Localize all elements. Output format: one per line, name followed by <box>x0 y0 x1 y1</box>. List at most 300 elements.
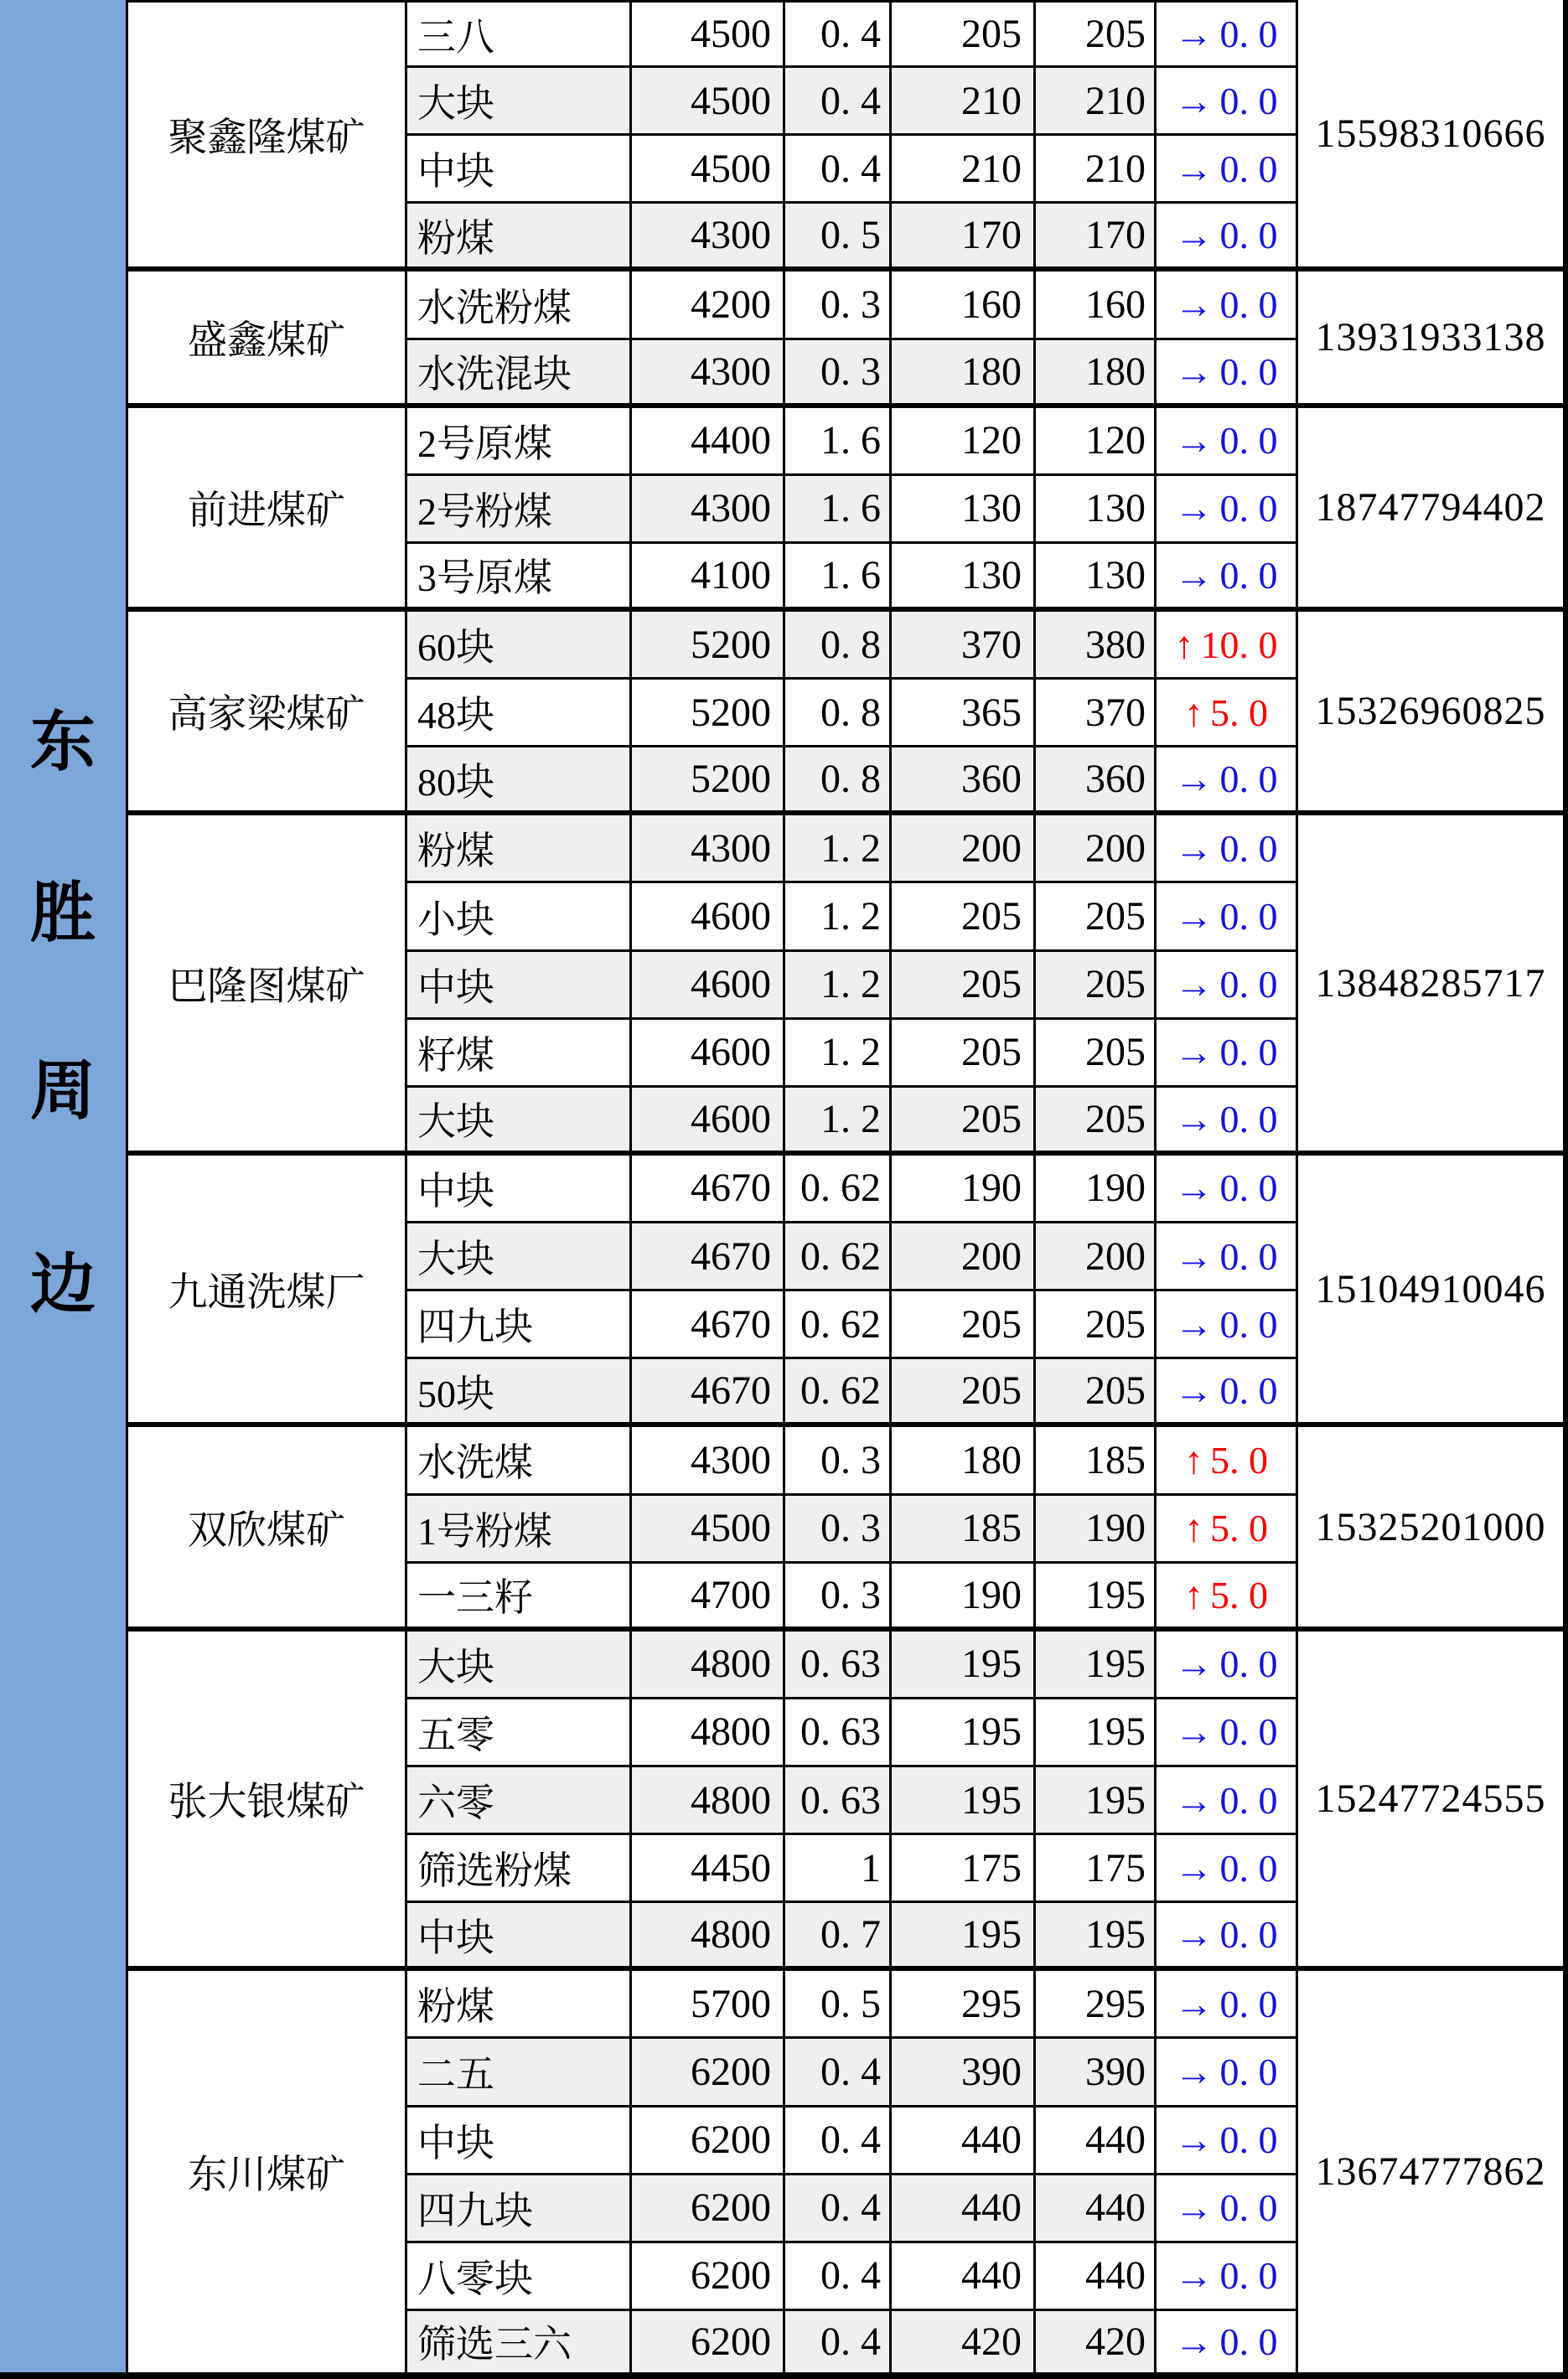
price-now-cell[interactable]: 195 <box>1036 1564 1157 1632</box>
flat-arrow-icon: → <box>1174 214 1214 257</box>
sulfur-cell[interactable]: 1 <box>785 1835 892 1903</box>
flat-arrow-icon: → <box>1174 13 1214 56</box>
mine-cell[interactable]: 高家梁煤矿 <box>128 612 407 815</box>
price-now-cell[interactable]: 440 <box>1036 2175 1157 2243</box>
price-now-cell[interactable]: 210 <box>1036 68 1157 136</box>
product-cell[interactable]: 中块 <box>407 136 632 204</box>
phone-cell[interactable]: 15247724555 <box>1298 1632 1568 1972</box>
price-now-cell[interactable]: 205 <box>1036 1291 1157 1359</box>
product-cell[interactable]: 四九块 <box>407 1291 632 1359</box>
price-now-cell[interactable]: 380 <box>1036 612 1157 680</box>
calorific-cell[interactable]: 6200 <box>632 2107 785 2175</box>
up-arrow-icon: ↑ <box>1184 1507 1203 1550</box>
calorific-cell[interactable]: 4800 <box>632 1632 785 1699</box>
sulfur-cell[interactable]: 0. 62 <box>785 1291 892 1359</box>
price-prev-cell[interactable]: 205 <box>892 883 1036 951</box>
change-value: 0. 0 <box>1219 963 1278 1006</box>
price-now-cell[interactable]: 440 <box>1036 2243 1157 2311</box>
calorific-cell[interactable]: 4600 <box>632 952 785 1020</box>
calorific-cell[interactable]: 4500 <box>632 0 785 68</box>
change-value: 5. 0 <box>1210 1573 1268 1616</box>
change-value: 0. 0 <box>1219 2254 1278 2298</box>
sulfur-cell[interactable]: 0. 3 <box>785 1564 892 1632</box>
change-cell[interactable] <box>1157 1291 1298 1359</box>
flat-arrow-icon: → <box>1174 1710 1214 1754</box>
price-now-cell[interactable]: 205 <box>1036 952 1157 1020</box>
change-cell[interactable] <box>1157 1564 1298 1632</box>
calorific-cell[interactable]: 4600 <box>632 1088 785 1156</box>
sulfur-cell[interactable]: 0. 62 <box>785 1359 892 1427</box>
price-prev-cell[interactable]: 420 <box>892 2311 1036 2379</box>
flat-arrow-icon: → <box>1174 1778 1214 1822</box>
price-prev-cell[interactable]: 440 <box>892 2175 1036 2243</box>
change-cell[interactable] <box>1157 2175 1298 2243</box>
calorific-cell[interactable]: 4700 <box>632 1564 785 1632</box>
mine-cell[interactable]: 盛鑫煤矿 <box>128 272 407 407</box>
product-cell[interactable]: 2号粉煤 <box>407 476 632 544</box>
calorific-cell[interactable]: 6200 <box>632 2243 785 2311</box>
price-now-cell[interactable]: 160 <box>1036 272 1157 339</box>
change-cell[interactable] <box>1157 136 1298 204</box>
change-cell[interactable] <box>1157 340 1298 408</box>
product-cell[interactable]: 60块 <box>407 612 632 680</box>
sulfur-cell[interactable]: 1. 2 <box>785 1088 892 1156</box>
calorific-cell[interactable]: 4670 <box>632 1223 785 1291</box>
product-cell[interactable]: 大块 <box>407 1088 632 1156</box>
product-cell[interactable]: 一三籽 <box>407 1564 632 1632</box>
calorific-cell[interactable]: 4500 <box>632 1496 785 1564</box>
price-now-cell[interactable]: 180 <box>1036 340 1157 408</box>
change-value: 0. 0 <box>1219 1642 1278 1686</box>
price-now-cell[interactable]: 190 <box>1036 1156 1157 1223</box>
sulfur-cell[interactable]: 0. 3 <box>785 1496 892 1564</box>
flat-arrow-icon: → <box>1174 349 1214 393</box>
flat-arrow-icon: → <box>1174 895 1214 939</box>
sulfur-cell[interactable]: 0. 5 <box>785 1971 892 2039</box>
price-now-cell[interactable]: 195 <box>1036 1767 1157 1835</box>
change-value: 0. 0 <box>1219 214 1278 257</box>
change-value: 5. 0 <box>1210 690 1268 734</box>
change-cell[interactable] <box>1157 612 1298 680</box>
mine-cell[interactable]: 巴隆图煤矿 <box>128 815 407 1156</box>
product-cell[interactable]: 中块 <box>407 1156 632 1223</box>
price-prev-cell[interactable]: 205 <box>892 1020 1036 1088</box>
price-prev-cell[interactable]: 295 <box>892 1971 1036 2039</box>
change-value: 0. 0 <box>1219 79 1278 122</box>
change-value: 0. 0 <box>1219 1302 1278 1346</box>
phone-cell[interactable]: 13848285717 <box>1298 815 1568 1156</box>
price-prev-cell[interactable]: 200 <box>892 1223 1036 1291</box>
calorific-cell[interactable]: 6200 <box>632 2311 785 2379</box>
calorific-cell[interactable]: 4300 <box>632 204 785 272</box>
change-cell[interactable] <box>1157 815 1298 883</box>
calorific-cell[interactable]: 4800 <box>632 1903 785 1971</box>
price-prev-cell[interactable]: 190 <box>892 1156 1036 1223</box>
change-value: 0. 0 <box>1219 758 1278 801</box>
product-cell[interactable]: 筛选三六 <box>407 2311 632 2379</box>
product-cell[interactable]: 粉煤 <box>407 815 632 883</box>
flat-arrow-icon: → <box>1174 1846 1214 1890</box>
sulfur-cell[interactable]: 1. 2 <box>785 883 892 951</box>
calorific-cell[interactable]: 6200 <box>632 2175 785 2243</box>
change-value: 0. 0 <box>1219 553 1278 597</box>
price-prev-cell[interactable]: 180 <box>892 340 1036 408</box>
price-prev-cell[interactable]: 175 <box>892 1835 1036 1903</box>
change-value: 0. 0 <box>1219 1097 1278 1140</box>
calorific-cell[interactable]: 4300 <box>632 476 785 544</box>
sulfur-cell[interactable]: 0. 8 <box>785 680 892 747</box>
flat-arrow-icon: → <box>1174 2118 1214 2162</box>
price-prev-cell[interactable]: 200 <box>892 815 1036 883</box>
change-cell[interactable] <box>1157 544 1298 612</box>
price-prev-cell[interactable]: 205 <box>892 1291 1036 1359</box>
product-cell[interactable]: 籽煤 <box>407 1020 632 1088</box>
change-cell[interactable] <box>1157 1699 1298 1767</box>
change-cell[interactable] <box>1157 408 1298 476</box>
change-value: 0. 0 <box>1219 2320 1278 2363</box>
flat-arrow-icon: → <box>1174 147 1214 190</box>
sulfur-cell[interactable]: 0. 4 <box>785 68 892 136</box>
price-now-cell[interactable]: 205 <box>1036 1359 1157 1427</box>
calorific-cell[interactable]: 4800 <box>632 1699 785 1767</box>
change-value: 0. 0 <box>1219 1031 1278 1074</box>
calorific-cell[interactable]: 5200 <box>632 747 785 815</box>
change-value: 0. 0 <box>1219 2186 1278 2230</box>
change-value: 0. 0 <box>1219 1710 1278 1754</box>
price-prev-cell[interactable]: 195 <box>892 1903 1036 1971</box>
flat-arrow-icon: → <box>1174 1369 1214 1413</box>
product-cell[interactable]: 二五 <box>407 2039 632 2107</box>
price-prev-cell[interactable]: 205 <box>892 1088 1036 1156</box>
up-arrow-icon: ↑ <box>1174 623 1194 666</box>
price-now-cell[interactable]: 205 <box>1036 1088 1157 1156</box>
mine-cell[interactable]: 双欣煤矿 <box>128 1427 407 1631</box>
sulfur-cell[interactable]: 0. 8 <box>785 747 892 815</box>
calorific-cell[interactable]: 4500 <box>632 68 785 136</box>
price-prev-cell[interactable]: 160 <box>892 272 1036 339</box>
price-now-cell[interactable]: 195 <box>1036 1903 1157 1971</box>
change-cell[interactable] <box>1157 68 1298 136</box>
change-cell[interactable] <box>1157 2039 1298 2107</box>
change-value: 0. 0 <box>1219 283 1278 326</box>
price-prev-cell[interactable]: 195 <box>892 1632 1036 1699</box>
phone-cell[interactable]: 15325201000 <box>1298 1427 1568 1631</box>
change-cell[interactable] <box>1157 1835 1298 1903</box>
price-now-cell[interactable]: 120 <box>1036 408 1157 476</box>
change-cell[interactable] <box>1157 2243 1298 2311</box>
flat-arrow-icon: → <box>1174 826 1214 870</box>
sulfur-cell[interactable]: 0. 63 <box>785 1767 892 1835</box>
region-band[interactable] <box>0 0 128 2379</box>
flat-arrow-icon: → <box>1174 2050 1214 2093</box>
price-prev-cell[interactable]: 170 <box>892 204 1036 272</box>
change-cell[interactable] <box>1157 1020 1298 1088</box>
change-cell[interactable] <box>1157 0 1298 68</box>
price-now-cell[interactable]: 170 <box>1036 204 1157 272</box>
sulfur-cell[interactable]: 0. 62 <box>785 1223 892 1291</box>
price-prev-cell[interactable]: 205 <box>892 0 1036 68</box>
flat-arrow-icon: → <box>1174 2320 1214 2363</box>
change-cell[interactable] <box>1157 1632 1298 1699</box>
sulfur-cell[interactable]: 0. 4 <box>785 136 892 204</box>
flat-arrow-icon: → <box>1174 2254 1214 2298</box>
product-cell[interactable]: 80块 <box>407 747 632 815</box>
change-cell[interactable] <box>1157 747 1298 815</box>
phone-cell[interactable]: 15104910046 <box>1298 1156 1568 1427</box>
price-now-cell[interactable]: 190 <box>1036 1496 1157 1564</box>
sulfur-cell[interactable]: 0. 7 <box>785 1903 892 1971</box>
price-now-cell[interactable]: 185 <box>1036 1427 1157 1495</box>
product-cell[interactable]: 水洗煤 <box>407 1427 632 1495</box>
change-value: 0. 0 <box>1219 349 1278 393</box>
price-now-cell[interactable]: 370 <box>1036 680 1157 747</box>
sulfur-cell[interactable]: 0. 4 <box>785 2311 892 2379</box>
calorific-cell[interactable]: 5200 <box>632 680 785 747</box>
price-prev-cell[interactable]: 195 <box>892 1699 1036 1767</box>
product-cell[interactable]: 中块 <box>407 2107 632 2175</box>
product-cell[interactable]: 2号原煤 <box>407 408 632 476</box>
sulfur-cell[interactable]: 0. 3 <box>785 1427 892 1495</box>
flat-arrow-icon: → <box>1174 419 1214 463</box>
price-prev-cell[interactable]: 120 <box>892 408 1036 476</box>
price-now-cell[interactable]: 295 <box>1036 1971 1157 2039</box>
calorific-cell[interactable]: 4100 <box>632 544 785 612</box>
product-cell[interactable]: 五零 <box>407 1699 632 1767</box>
change-value: 0. 0 <box>1219 1369 1278 1413</box>
change-value: 0. 0 <box>1219 147 1278 190</box>
calorific-cell[interactable]: 4600 <box>632 883 785 951</box>
change-cell[interactable] <box>1157 1156 1298 1223</box>
sulfur-cell[interactable]: 1. 6 <box>785 408 892 476</box>
product-cell[interactable]: 1号粉煤 <box>407 1496 632 1564</box>
price-prev-cell[interactable]: 195 <box>892 1767 1036 1835</box>
change-cell[interactable] <box>1157 1088 1298 1156</box>
up-arrow-icon: ↑ <box>1184 1573 1203 1616</box>
change-cell[interactable] <box>1157 2311 1298 2379</box>
phone-cell[interactable]: 15326960825 <box>1298 612 1568 815</box>
calorific-cell[interactable]: 6200 <box>632 2039 785 2107</box>
sulfur-cell[interactable]: 0. 63 <box>785 1632 892 1699</box>
price-now-cell[interactable]: 390 <box>1036 2039 1157 2107</box>
sulfur-cell[interactable]: 0. 4 <box>785 2039 892 2107</box>
price-prev-cell[interactable]: 210 <box>892 68 1036 136</box>
flat-arrow-icon: → <box>1174 2186 1214 2230</box>
change-value: 5. 0 <box>1210 1438 1268 1482</box>
product-cell[interactable]: 大块 <box>407 1632 632 1699</box>
product-cell[interactable]: 筛选粉煤 <box>407 1835 632 1903</box>
change-value: 0. 0 <box>1219 2118 1278 2162</box>
change-value: 0. 0 <box>1219 1982 1278 2025</box>
change-value: 0. 0 <box>1219 1166 1278 1210</box>
mine-cell[interactable]: 聚鑫隆煤矿 <box>128 0 407 272</box>
product-cell[interactable]: 3号原煤 <box>407 544 632 612</box>
calorific-cell[interactable]: 4200 <box>632 272 785 339</box>
product-cell[interactable]: 水洗混块 <box>407 340 632 408</box>
sulfur-cell[interactable]: 0. 4 <box>785 0 892 68</box>
price-prev-cell[interactable]: 185 <box>892 1496 1036 1564</box>
price-prev-cell[interactable]: 440 <box>892 2243 1036 2311</box>
product-cell[interactable]: 粉煤 <box>407 1971 632 2039</box>
flat-arrow-icon: → <box>1174 79 1214 122</box>
change-cell[interactable] <box>1157 1767 1298 1835</box>
flat-arrow-icon: → <box>1174 1302 1214 1346</box>
calorific-cell[interactable]: 4450 <box>632 1835 785 1903</box>
price-prev-cell[interactable]: 360 <box>892 747 1036 815</box>
mine-cell[interactable]: 张大银煤矿 <box>128 1632 407 1972</box>
price-now-cell[interactable]: 440 <box>1036 2107 1157 2175</box>
calorific-cell[interactable]: 4300 <box>632 815 785 883</box>
flat-arrow-icon: → <box>1174 1031 1214 1074</box>
price-prev-cell[interactable]: 210 <box>892 136 1036 204</box>
change-value: 0. 0 <box>1219 419 1278 463</box>
change-cell[interactable] <box>1157 476 1298 544</box>
price-now-cell[interactable]: 200 <box>1036 815 1157 883</box>
sulfur-cell[interactable]: 0. 4 <box>785 2175 892 2243</box>
product-cell[interactable]: 六零 <box>407 1767 632 1835</box>
product-cell[interactable]: 小块 <box>407 883 632 951</box>
sulfur-cell[interactable]: 0. 62 <box>785 1156 892 1223</box>
sulfur-cell[interactable]: 0. 5 <box>785 204 892 272</box>
change-value: 0. 0 <box>1219 487 1278 530</box>
flat-arrow-icon: → <box>1174 1234 1214 1278</box>
product-cell[interactable]: 中块 <box>407 1903 632 1971</box>
price-prev-cell[interactable]: 365 <box>892 680 1036 747</box>
calorific-cell[interactable]: 5700 <box>632 1971 785 2039</box>
change-cell[interactable] <box>1157 1971 1298 2039</box>
region-char: 周 <box>29 1054 96 1127</box>
price-prev-cell[interactable]: 205 <box>892 1359 1036 1427</box>
sulfur-cell[interactable]: 0. 8 <box>785 612 892 680</box>
change-cell[interactable] <box>1157 952 1298 1020</box>
price-now-cell[interactable]: 130 <box>1036 476 1157 544</box>
product-cell[interactable]: 48块 <box>407 680 632 747</box>
phone-cell[interactable]: 15598310666 <box>1298 0 1568 272</box>
product-cell[interactable]: 中块 <box>407 952 632 1020</box>
flat-arrow-icon: → <box>1174 758 1214 801</box>
flat-arrow-icon: → <box>1174 283 1214 326</box>
region-char: 边 <box>29 1248 96 1321</box>
change-cell[interactable] <box>1157 680 1298 747</box>
sulfur-cell[interactable]: 1. 2 <box>785 1020 892 1088</box>
change-value: 0. 0 <box>1219 1846 1278 1890</box>
change-cell[interactable] <box>1157 272 1298 339</box>
product-cell[interactable]: 粉煤 <box>407 204 632 272</box>
calorific-cell[interactable]: 4300 <box>632 340 785 408</box>
change-cell[interactable] <box>1157 1496 1298 1564</box>
price-now-cell[interactable]: 200 <box>1036 1223 1157 1291</box>
sulfur-cell[interactable]: 1. 2 <box>785 815 892 883</box>
price-prev-cell[interactable]: 440 <box>892 2107 1036 2175</box>
sulfur-cell[interactable]: 1. 6 <box>785 476 892 544</box>
sulfur-cell[interactable]: 0. 63 <box>785 1699 892 1767</box>
price-prev-cell[interactable]: 205 <box>892 952 1036 1020</box>
sulfur-cell[interactable]: 0. 3 <box>785 340 892 408</box>
change-value: 0. 0 <box>1219 826 1278 870</box>
sulfur-cell[interactable]: 0. 4 <box>785 2243 892 2311</box>
calorific-cell[interactable]: 4670 <box>632 1359 785 1427</box>
flat-arrow-icon: → <box>1174 1097 1214 1140</box>
change-cell[interactable] <box>1157 1223 1298 1291</box>
flat-arrow-icon: → <box>1174 553 1214 597</box>
phone-cell[interactable]: 13674777862 <box>1298 1971 1568 2379</box>
product-cell[interactable]: 水洗粉煤 <box>407 272 632 339</box>
mine-cell[interactable]: 前进煤矿 <box>128 408 407 612</box>
price-now-cell[interactable]: 175 <box>1036 1835 1157 1903</box>
change-value: 0. 0 <box>1219 895 1278 939</box>
calorific-cell[interactable]: 4400 <box>632 408 785 476</box>
price-prev-cell[interactable]: 130 <box>892 544 1036 612</box>
calorific-cell[interactable]: 5200 <box>632 612 785 680</box>
change-value: 0. 0 <box>1219 1234 1278 1278</box>
price-now-cell[interactable]: 205 <box>1036 0 1157 68</box>
mine-cell[interactable]: 九通洗煤厂 <box>128 1156 407 1427</box>
price-now-cell[interactable]: 130 <box>1036 544 1157 612</box>
calorific-cell[interactable]: 4600 <box>632 1020 785 1088</box>
change-value: 0. 0 <box>1219 13 1278 56</box>
change-cell[interactable] <box>1157 204 1298 272</box>
price-prev-cell[interactable]: 370 <box>892 612 1036 680</box>
region-char: 胜 <box>29 877 96 949</box>
change-cell[interactable] <box>1157 1427 1298 1495</box>
change-value: 0. 0 <box>1219 2050 1278 2093</box>
region-char: 东 <box>29 706 96 778</box>
sulfur-cell[interactable]: 1. 6 <box>785 544 892 612</box>
flat-arrow-icon: → <box>1174 1642 1214 1686</box>
product-cell[interactable]: 50块 <box>407 1359 632 1427</box>
change-value: 0. 0 <box>1219 1778 1278 1822</box>
price-now-cell[interactable]: 210 <box>1036 136 1157 204</box>
change-cell[interactable] <box>1157 1359 1298 1427</box>
calorific-cell[interactable]: 4500 <box>632 136 785 204</box>
sulfur-cell[interactable]: 0. 3 <box>785 272 892 339</box>
calorific-cell[interactable]: 4800 <box>632 1767 785 1835</box>
mine-cell[interactable]: 东川煤矿 <box>128 1971 407 2379</box>
price-now-cell[interactable]: 420 <box>1036 2311 1157 2379</box>
flat-arrow-icon: → <box>1174 1166 1214 1210</box>
calorific-cell[interactable]: 4670 <box>632 1156 785 1223</box>
up-arrow-icon: ↑ <box>1184 690 1203 734</box>
price-prev-cell[interactable]: 190 <box>892 1564 1036 1632</box>
product-cell[interactable]: 大块 <box>407 68 632 136</box>
sulfur-cell[interactable]: 0. 4 <box>785 2107 892 2175</box>
price-now-cell[interactable]: 205 <box>1036 1020 1157 1088</box>
sulfur-cell[interactable]: 1. 2 <box>785 952 892 1020</box>
product-cell[interactable]: 四九块 <box>407 2175 632 2243</box>
flat-arrow-icon: → <box>1174 487 1214 530</box>
calorific-cell[interactable]: 4670 <box>632 1291 785 1359</box>
change-cell[interactable] <box>1157 1903 1298 1971</box>
price-now-cell[interactable]: 195 <box>1036 1699 1157 1767</box>
flat-arrow-icon: → <box>1174 1913 1214 1957</box>
change-cell[interactable] <box>1157 883 1298 951</box>
change-cell[interactable] <box>1157 2107 1298 2175</box>
product-cell[interactable]: 八零块 <box>407 2243 632 2311</box>
flat-arrow-icon: → <box>1174 1982 1214 2025</box>
price-now-cell[interactable]: 205 <box>1036 883 1157 951</box>
price-prev-cell[interactable]: 130 <box>892 476 1036 544</box>
calorific-cell[interactable]: 4300 <box>632 1427 785 1495</box>
price-now-cell[interactable]: 195 <box>1036 1632 1157 1699</box>
price-prev-cell[interactable]: 390 <box>892 2039 1036 2107</box>
phone-cell[interactable]: 13931933138 <box>1298 272 1568 407</box>
flat-arrow-icon: → <box>1174 963 1214 1006</box>
product-cell[interactable]: 三八 <box>407 0 632 68</box>
price-prev-cell[interactable]: 180 <box>892 1427 1036 1495</box>
change-value: 10. 0 <box>1200 623 1278 666</box>
product-cell[interactable]: 大块 <box>407 1223 632 1291</box>
phone-cell[interactable]: 18747794402 <box>1298 408 1568 612</box>
price-now-cell[interactable]: 360 <box>1036 747 1157 815</box>
